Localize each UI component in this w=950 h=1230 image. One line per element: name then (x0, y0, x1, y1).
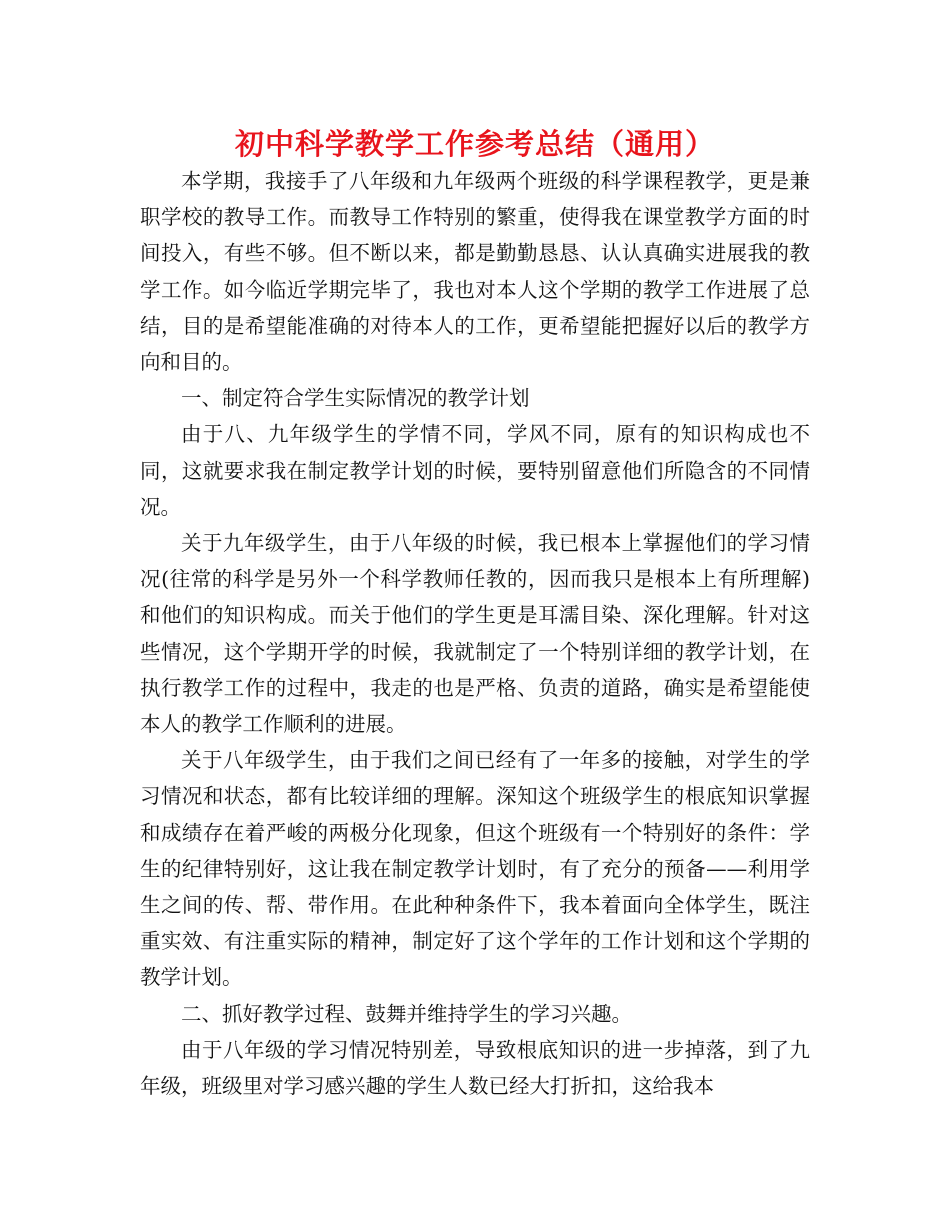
paragraph: 关于九年级学生，由于八年级的时候，我已根本上掌握他们的学习情况(往常的科学是另外一个科学教师任教的，因而我只是根本上有所理解)和他们的知识构成。而关于他们的学生更是耳濡目染、深化理解。针对这些情况，这个学期开学的时候，我就制定了一个特别详细的教学计划，在执行教学工作的过程中，我走的也是严格、负责的道路，确实是希望能使本人的教学工作顺利的进展。 (140, 531, 810, 737)
section-heading-2: 二、抓好教学过程、鼓舞并维持学生的学习兴趣。 (181, 1001, 632, 1026)
paragraph-intro: 本学期，我接手了八年级和九年级两个班级的科学课程教学，更是兼职学校的教导工作。而教导工作特别的繁重，使得我在课堂教学方面的时间投入，有些不够。但不断以来，都是勤勤恳恳、认认真确实进展我的教学工作。如今临近学期完毕了，我也对本人这个学期的教学工作进展了总结，目的是希望能准确的对待本人的工作，更希望能把握好以后的教学方向和目的。 (140, 169, 810, 375)
paragraph: 关于八年级学生，由于我们之间已经有了一年多的接触，对学生的学习情况和状态，都有比较详细的理解。深知这个班级学生的根底知识掌握和成绩存在着严峻的两极分化现象，但这个班级有一个特别好的条件：学生的纪律特别好，这让我在制定教学计划时，有了充分的预备——利用学生之间的传、帮、带作用。在此种种条件下，我本着面向全体学生，既注重实效、有注重实际的精神，制定好了这个学年的工作计划和这个学期的教学计划。 (140, 748, 810, 990)
document-body (140, 163, 810, 1104)
paragraph: 由于八年级的学习情况特别差，导致根底知识的进一步掉落，到了九年级，班级里对学习感兴趣的学生人数已经大打折扣，这给我本 (140, 1037, 810, 1099)
section-heading-1: 一、制定符合学生实际情况的教学计划 (181, 386, 530, 411)
document-title: 初中科学教学工作参考总结（通用） (234, 127, 715, 161)
paragraph: 由于八、九年级学生的学情不同，学风不同，原有的知识构成也不同，这就要求我在制定教学计划的时候，要特别留意他们所隐含的不同情况。 (140, 422, 810, 519)
